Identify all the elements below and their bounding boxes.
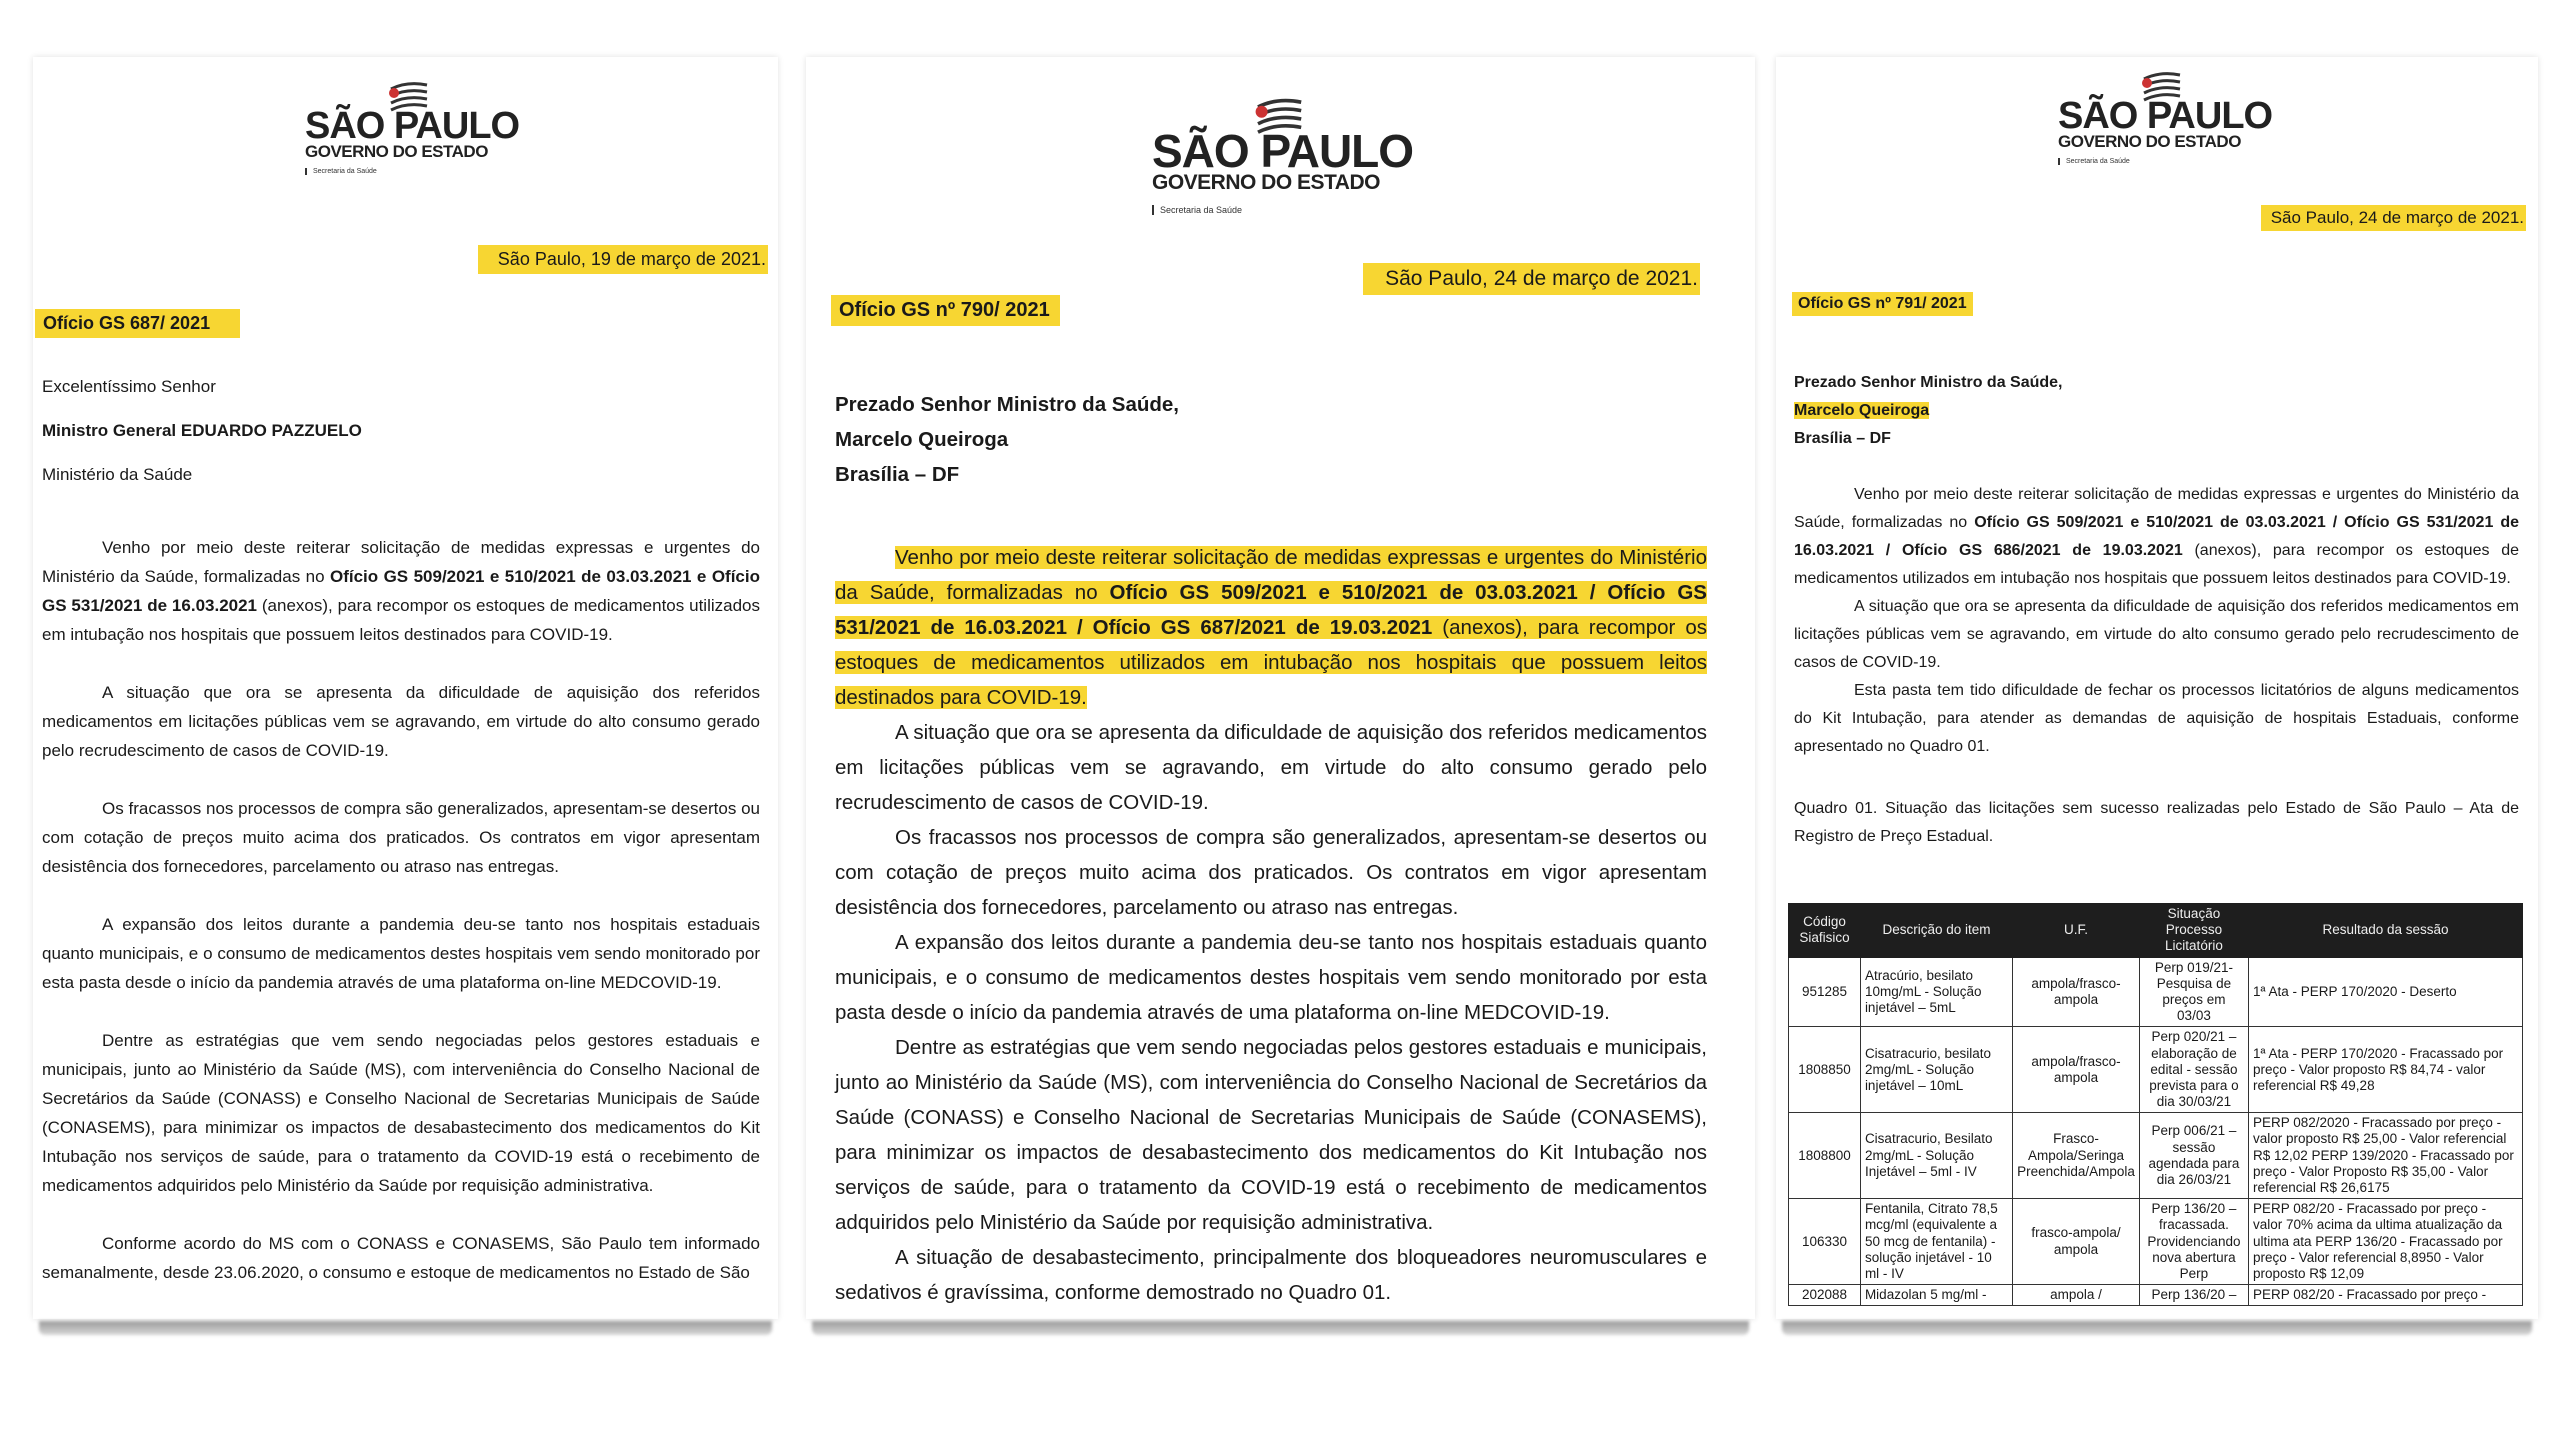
sao-paulo-logo [1152,101,1413,215]
bold-reference: Ofício GS 509/2021 e 510/2021 de 03.03.2021 e Ofício GS 531/2021 de 16.03.2021 [42,567,760,615]
paragraph [835,540,1707,715]
paragraph [1794,481,2519,593]
table-cell: 1808850 [1789,1027,1861,1113]
recipient-name-text: Marcelo Queiroga [1794,402,1930,419]
table-cell: PERP 082/20 - Fracassado por preço - valor 70% acima da ultima atualização da ultima ata PERP 136/20 - Fracassado por preço - Valor referencial 8,8950 - Valor proposto R$ 12,09 [2249,1199,2523,1285]
table-cell: 1ª Ata - PERP 170/2020 - Fracassado por preço - Valor proposto R$ 84,74 - valor referencial R$ 49,28 [2249,1027,2523,1113]
text-segment: Os fracassos nos processos de compra são generalizados, apresentam-se desertos ou com cotação de preços muito acima dos praticados. Os contratos em vigor apresentam desistência dos fornecedores, parcelamento ou atraso nas entregas. [835,826,1707,919]
table-row [1789,1285,2523,1306]
text-segment: (anexos), para recompor os estoques de medicamentos utilizados em intubação nos hospitais que possuem leitos destinados para COVID-19. [42,596,760,644]
table-row [1789,1199,2523,1285]
oficio-number: Ofício GS nº 790/ 2021 [831,295,1060,326]
text-segment: A situação que ora se apresenta da dificuldade de aquisição dos referidos medicamentos em licitações públicas vem se agravando, em virtude do alto consumo gerado pelo recrudescimento de casos de COVID-19. [1794,598,2519,671]
logo-title: SÃO PAULO [305,105,520,147]
logo-subtitle: GOVERNO DO ESTADO [2058,132,2241,152]
text-segment: (anexos), para recompor os estoques de medicamentos utilizados em intubação nos hospitais que possuem leitos destinados para COVID-19. [1794,542,2519,587]
column-header: Resultado da sessão [2249,904,2523,958]
sao-paulo-logo [2058,75,2272,165]
paragraph [42,794,760,881]
document-date: São Paulo, 19 de março de 2021. [478,245,768,274]
text-segment: A expansão dos leitos durante a pandemia deu-se tanto nos hospitais estaduais quanto municipais, e o consumo de medicamentos destes hospitais vem sendo monitorado por esta pasta desde o início da pandemia através de uma plataforma on-line MEDCOVID-19. [835,931,1707,1024]
table-cell: PERP 082/2020 - Fracassado por preço - valor proposto R$ 25,00 - Valor referencial R$ 12,02 PERP 139/2020 - Fracassado por preço - Valor Proposto R$ 35,00 - Valor referencial R$ 26,6175 [2249,1113,2523,1199]
paragraph [42,910,760,997]
bold-reference: Ofício GS 509/2021 e 510/2021 de 03.03.2021 / Ofício GS 531/2021 de 16.03.2021 / Ofício GS 687/2021 de 19.03.2021 [835,581,1707,639]
logo-title: SÃO PAULO [1152,125,1414,177]
paragraph [42,533,760,649]
flag-icon [2136,69,2182,109]
text-segment: Venho por meio deste reiterar solicitação de medidas expressas e urgentes do Ministério da Saúde, formalizadas no [1794,486,2519,531]
paragraph [835,715,1707,820]
table-cell: Perp 019/21- Pesquisa de preços em 03/03 [2139,957,2248,1027]
document-body [42,372,760,1287]
table-cell: ampola/frasco-ampola [2013,957,2140,1027]
table-cell: Cisatracurio, Besilato 2mg/mL - Solução Injetável – 5ml - IV [1860,1113,2012,1199]
text-segment: Os fracassos nos processos de compra são generalizados, apresentam-se desertos ou com cotação de preços muito acima dos praticados. Os contratos em vigor apresentam desistência dos fornecedores, parcelamento ou atraso nas entregas. [42,799,760,876]
text-segment: Dentre as estratégias que vem sendo negociadas pelos gestores estaduais e municipais, junto ao Ministério da Saúde (MS), com interveniência do Conselho Nacional de Secretários da Saúde (CONASS) e Conselho Nacional de Secretarias Municipais de Saúde (CONASEMS), para minimizar os impactos de desabastecimento dos medicamentos do Kit Intubação nos serviços de saúde, para o tratamento da COVID-19 está o recebimento de medicamentos adquiridos pelo Ministério da Saúde por requisição administrativa. [835,1036,1707,1234]
document-date: São Paulo, 24 de março de 2021. [1363,263,1700,295]
oficio-number: Ofício GS nº 791/ 2021 [1792,292,1973,316]
recipient-name: Ministro General EDUARDO PAZZUELO [42,421,362,440]
recipient-org: Brasília – DF [1794,430,1891,447]
logo-secretaria: Secretaria da Saúde [1152,205,1413,215]
document-oficio-687 [33,57,778,1319]
table-cell: Midazolan 5 mg/ml - [1860,1285,2012,1306]
sao-paulo-logo [305,85,519,175]
logo-title: SÃO PAULO [2058,95,2273,137]
document-oficio-790 [806,57,1755,1319]
paragraph [835,1030,1707,1240]
document-body [835,387,1707,1310]
text-segment: Venho por meio deste reiterar solicitação de medidas expressas e urgentes do Ministério da Saúde, formalizadas no [835,546,1707,604]
table-cell: 106330 [1789,1199,1861,1285]
recipient-line: Prezado Senhor Ministro da Saúde, [835,393,1180,416]
paragraph [42,678,760,765]
table-cell: Perp 136/20 – fracassada. Providenciando nova abertura Perp [2139,1199,2248,1285]
logo-secretaria: Secretaria da Saúde [2058,158,2272,165]
table-cell: 202088 [1789,1285,1861,1306]
table-cell: frasco-ampola/ ampola [2013,1199,2140,1285]
text-segment: Dentre as estratégias que vem sendo negociadas pelos gestores estaduais e municipais, junto ao Ministério da Saúde (MS), com interveniência do Conselho Nacional de Secretários da Saúde (CONASS) e Conselho Nacional de Secretarias Municipais de Saúde (CONASEMS), para minimizar os impactos de desabastecimento dos medicamentos do Kit Intubação nos serviços de saúde, para o tratamento da COVID-19 está o recebimento de medicamentos adquiridos pelo Ministério da Saúde por requisição administrativa. [42,1031,760,1195]
table-caption: Quadro 01. Situação das licitações sem sucesso realizadas pelo Estado de São Paulo – Ata de Registro de Preço Estadual. [1794,800,2519,845]
column-header: Situação Processo Licitatório [2139,904,2248,958]
column-header: Código Siafisico [1789,904,1861,958]
table-cell: Atracúrio, besilato 10mg/mL - Solução injetável – 5mL [1860,957,2012,1027]
table-cell: Perp 136/20 – [2139,1285,2248,1306]
table-cell: Cisatracurio, besilato 2mg/mL - Solução injetável – 10mL [1860,1027,2012,1113]
column-header: Descrição do item [1860,904,2012,958]
document-date: São Paulo, 24 de março de 2021. [2261,205,2526,231]
table-cell: Perp 006/21 – sessão agendada para dia 26/03/21 [2139,1113,2248,1199]
recipient-name: Marcelo Queiroga [835,428,1009,451]
table-cell: PERP 082/20 - Fracassado por preço - [2249,1285,2523,1306]
table-row [1789,957,2523,1027]
paragraph [42,1229,760,1287]
paragraph [835,1240,1707,1310]
text-segment: A situação de desabastecimento, principalmente dos bloqueadores neuromusculares e sedativos é gravíssima, conforme demostrado no Quadro 01. [835,1246,1707,1304]
recipient-line: Excelentíssimo Senhor [42,377,216,396]
quadro-01-table [1788,903,2523,1306]
table-cell: Frasco-Ampola/Seringa Preenchida/Ampola [2013,1113,2140,1199]
paragraph [835,925,1707,1030]
table-cell: ampola / [2013,1285,2140,1306]
logo-secretaria: Secretaria da Saúde [305,168,519,175]
flag-icon [383,79,429,119]
table-cell: Perp 020/21 – elaboração de edital - sessão prevista para o dia 30/03/21 [2139,1027,2248,1113]
oficio-number: Ofício GS 687/ 2021 [35,309,240,338]
paragraph [835,820,1707,925]
table-row [1789,1113,2523,1199]
document-body [1794,369,2519,851]
recipient-org: Brasília – DF [835,463,960,486]
flag-icon [1248,95,1304,143]
table-row [1789,1027,2523,1113]
logo-subtitle: GOVERNO DO ESTADO [1152,171,1380,195]
table-cell: ampola/frasco-ampola [2013,1027,2140,1113]
document-oficio-791 [1776,57,2538,1319]
text-segment: Esta pasta tem tido dificuldade de fechar os processos licitatórios de alguns medicamentos do Kit Intubação, para atender as demandas de aquisição de hospitais Estaduais, conforme apresentado no Quadro 01. [1794,682,2519,755]
text-segment: Venho por meio deste reiterar solicitação de medidas expressas e urgentes do Ministério da Saúde, formalizadas no [42,538,760,586]
text-segment: A situação que ora se apresenta da dificuldade de aquisição dos referidos medicamentos em licitações públicas vem se agravando, em virtude do alto consumo gerado pelo recrudescimento de casos de COVID-19. [42,683,760,760]
paragraph [42,1026,760,1200]
table-cell: 1ª Ata - PERP 170/2020 - Deserto [2249,957,2523,1027]
text-segment: A expansão dos leitos durante a pandemia deu-se tanto nos hospitais estaduais quanto municipais, e o consumo de medicamentos destes hospitais vem sendo monitorado por esta pasta desde o início da pandemia através de uma plataforma on-line MEDCOVID-19. [42,915,760,992]
paragraph [1794,677,2519,761]
text-segment: A situação que ora se apresenta da dificuldade de aquisição dos referidos medicamentos em licitações públicas vem se agravando, em virtude do alto consumo gerado pelo recrudescimento de casos de COVID-19. [835,721,1707,814]
paragraph [1794,593,2519,677]
column-header: U.F. [2013,904,2140,958]
text-segment: Conforme acordo do MS com o CONASS e CONASEMS, São Paulo tem informado semanalmente, desde 23.06.2020, o consumo e estoque de medicamentos no Estado de São [42,1234,760,1282]
recipient-org: Ministério da Saúde [42,465,193,484]
table-cell: 951285 [1789,957,1861,1027]
recipient-name [1794,397,2519,425]
table-cell: 1808800 [1789,1113,1861,1199]
bold-reference: Ofício GS 509/2021 e 510/2021 de 03.03.2021 / Ofício GS 531/2021 de 16.03.2021 / Ofício GS 686/2021 de 19.03.2021 [1794,514,2520,559]
table-cell: Fentanila, Citrato 78,5 mcg/ml (equivalente a 50 mcg de fentanila) - solução injetável - 10 ml - IV [1860,1199,2012,1285]
text-segment: (anexos), para recompor os estoques de medicamentos utilizados em intubação nos hospitais que possuem leitos destinados para COVID-19. [835,616,1707,709]
logo-subtitle: GOVERNO DO ESTADO [305,142,488,162]
recipient-line: Prezado Senhor Ministro da Saúde, [1794,374,2063,391]
